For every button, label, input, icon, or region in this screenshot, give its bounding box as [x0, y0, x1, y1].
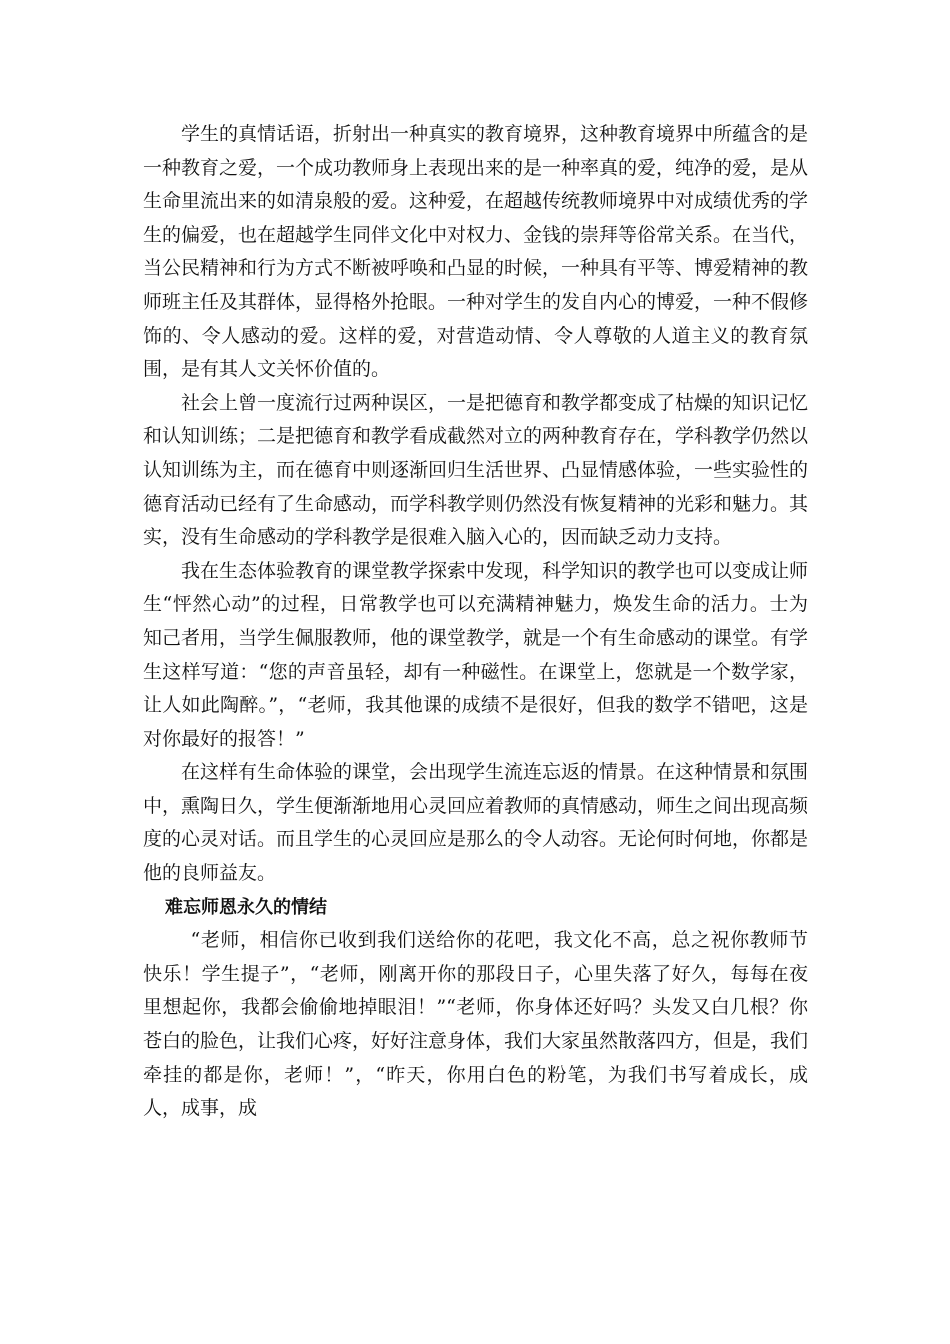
- paragraph-education-love: 学生的真情话语，折射出一种真实的教育境界，这种教育境界中所蕴含的是一种教育之爱，一个成功教师身上表现出来的是一种率真的爱，纯净的爱，是从生命里流出来的如清泉般的爱。这种爱，在超越传统教师境界中对成绩优秀的学生的偏爱，也在超越学生同伴文化中对权力、金钱的崇拜等俗常关系。在当代，当公民精神和行为方式不断被呼唤和凸显的时候，一种具有平等、博爱精神的教师班主任及其群体，显得格外抢眼。一种对学生的发自内心的博爱，一种不假修饰的、令人感动的爱。这样的爱，对营造动情、令人尊敬的人道主义的教育氛围，是有其人文关怀价值的。: [143, 123, 809, 381]
- section-heading: 难忘师恩永久的情结: [165, 896, 327, 918]
- document-body: [143, 118, 808, 1126]
- paragraph-student-messages: “老师，相信你已收到我们送给你的花吧，我文化不高，总之祝你教师节快乐！学生提子”，“老师，刚离开你的那段日子，心里失落了好久，每每在夜里想起你，我都会偷偷地掉眼泪！”“老师，你身体还好吗？头发又白几根？你苍白的脸色，让我们心疼，好好注意身体，我们大家虽然散落四方，但是，我们牵挂的都是你，老师！”，“昨天，你用白色的粉笔，为我们书写着成长，成人，成事，成: [143, 929, 809, 1120]
- paragraph-two-misconceptions: 社会上曾一度流行过两种误区，一是把德育和教学都变成了枯燥的知识记忆和认知训练；二是把德育和教学看成截然对立的两种教育存在，学科教学仍然以认知训练为主，而在德育中则逐渐回归生活世界、凸显情感体验，一些实验性的德育活动已经有了生命感动，而学科教学则仍然没有恢复精神的光彩和魅力。其实，没有生命感动的学科教学是很难入脑入心的，因而缺乏动力支持。: [143, 391, 809, 549]
- paragraph-life-experience-classroom: 在这样有生命体验的课堂，会出现学生流连忘返的情景。在这种情景和氛围中，熏陶日久，学生便渐渐地用心灵回应着教师的真情感动，师生之间出现高频度的心灵对话。而且学生的心灵回应是那么的令人动容。无论何时何地，你都是他的良师益友。: [143, 761, 809, 885]
- paragraph-classroom-exploration: 我在生态体验教育的课堂教学探索中发现，科学知识的教学也可以变成让师生“怦然心动”的过程，日常教学也可以充满精神魅力，焕发生命的活力。士为知己者用，当学生佩服教师，他的课堂教学，就是一个有生命感动的课堂。有学生这样写道：“您的声音虽轻，却有一种磁性。在课堂上，您就是一个数学家，让人如此陶醉。”，“老师，我其他课的成绩不是很好，但我的数学不错吧，这是对你最好的报答！”: [143, 559, 809, 750]
